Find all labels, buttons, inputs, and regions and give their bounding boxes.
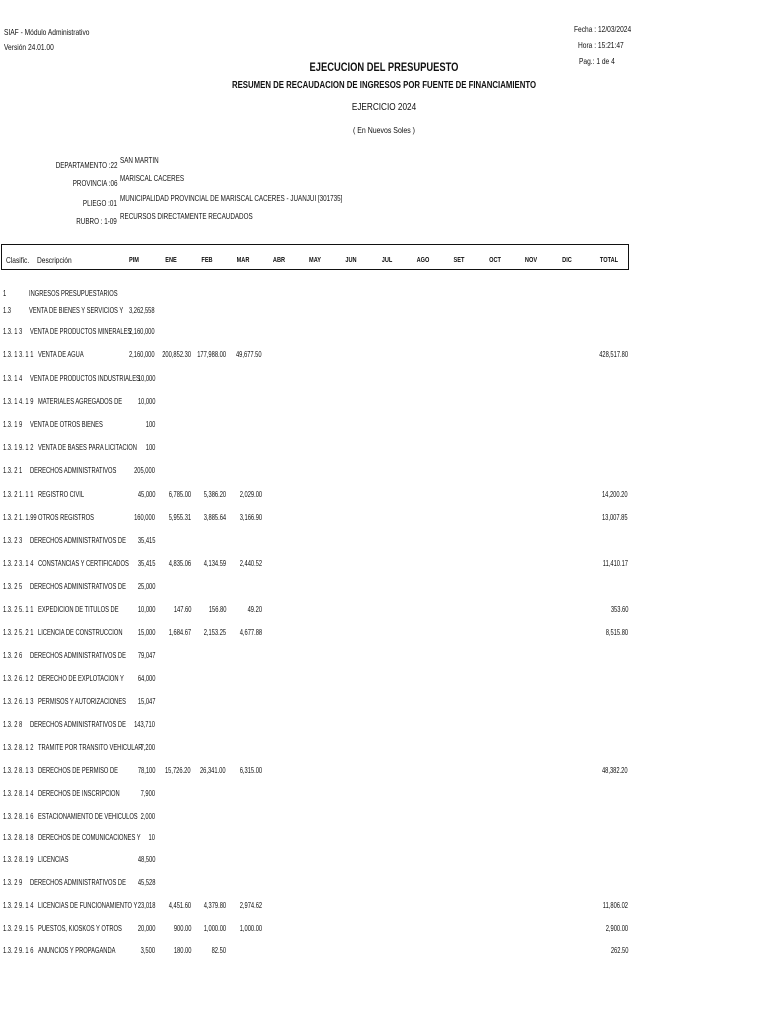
row-description: DERECHOS ADMINISTRATIVOS DE bbox=[30, 720, 126, 729]
row-ene: 6,785.00 bbox=[168, 490, 191, 499]
row-pim: 100 bbox=[145, 443, 155, 452]
table-row bbox=[0, 901, 768, 913]
header-jun: JUN bbox=[345, 257, 357, 264]
row-description: PERMISOS Y AUTORIZACIONES bbox=[38, 697, 127, 706]
row-description: DERECHOS ADMINISTRATIVOS DE bbox=[30, 878, 126, 887]
header-set: SET bbox=[453, 257, 465, 264]
table-row bbox=[0, 327, 768, 339]
currency-note: ( En Nuevos Soles ) bbox=[353, 125, 415, 135]
row-feb: 4,134.59 bbox=[203, 559, 226, 568]
table-row bbox=[0, 443, 768, 455]
row-description: LICENCIAS DE FUNCIONAMIENTO Y bbox=[38, 901, 138, 910]
info-label: DEPARTAMENTO :22 bbox=[55, 160, 117, 170]
row-pim: 7,900 bbox=[140, 789, 155, 798]
row-code: 1 bbox=[3, 289, 7, 298]
row-description: CONSTANCIAS Y CERTIFICADOS bbox=[38, 559, 129, 568]
report-date: Fecha : 12/03/2024 bbox=[574, 24, 632, 34]
row-code: 1.3. 2 8. 1 8 bbox=[3, 833, 34, 842]
header-pim: PIM bbox=[129, 257, 139, 264]
table-row bbox=[0, 605, 768, 617]
row-total: 11,410.17 bbox=[602, 559, 628, 568]
row-description: DERECHOS ADMINISTRATIVOS DE bbox=[30, 582, 126, 591]
row-ene: 4,451.60 bbox=[168, 901, 191, 910]
table-row bbox=[0, 789, 768, 801]
row-pim: 45,000 bbox=[137, 490, 155, 499]
row-code: 1.3. 2 9 bbox=[3, 878, 23, 887]
row-pim: 10,000 bbox=[137, 374, 155, 383]
row-description: LICENCIA DE CONSTRUCCION bbox=[38, 628, 123, 637]
info-label: RUBRO : 1-09 bbox=[76, 216, 117, 226]
row-pim: 2,000 bbox=[140, 812, 155, 821]
table-row bbox=[0, 812, 768, 824]
row-feb: 2,153.25 bbox=[203, 628, 226, 637]
row-feb: 26,341.00 bbox=[200, 766, 226, 775]
row-code: 1.3. 2 5. 2 1 bbox=[3, 628, 34, 637]
row-pim: 45,528 bbox=[137, 878, 155, 887]
info-label: PLIEGO :01 bbox=[83, 198, 117, 208]
info-value: MUNICIPALIDAD PROVINCIAL DE MARISCAL CACERES - JUANJUI [301735] bbox=[120, 193, 343, 203]
table-row bbox=[0, 743, 768, 755]
row-feb: 5,386.20 bbox=[203, 490, 226, 499]
row-code: 1.3. 2 8 bbox=[3, 720, 23, 729]
header-ene: ENE bbox=[165, 257, 177, 264]
table-row bbox=[0, 374, 768, 386]
row-description: VENTA DE PRODUCTOS MINERALES bbox=[30, 327, 132, 336]
report-time: Hora : 15:21:47 bbox=[578, 40, 624, 50]
row-ene: 4,835.06 bbox=[168, 559, 191, 568]
info-value: RECURSOS DIRECTAMENTE RECAUDADOS bbox=[120, 211, 253, 221]
row-ene: 1,684.67 bbox=[168, 628, 191, 637]
row-description: DERECHOS DE PERMISO DE bbox=[38, 766, 119, 775]
row-description: VENTA DE BASES PARA LICITACION bbox=[38, 443, 137, 452]
row-total: 48,382.20 bbox=[602, 766, 628, 775]
row-ene: 15,726.20 bbox=[165, 766, 191, 775]
table-row bbox=[0, 397, 768, 409]
row-description: MATERIALES AGREGADOS DE bbox=[38, 397, 123, 406]
row-description: DERECHOS DE INSCRIPCION bbox=[38, 789, 120, 798]
row-code: 1.3. 2 9. 1 6 bbox=[3, 946, 34, 955]
row-feb: 4,379.80 bbox=[203, 901, 226, 910]
table-row bbox=[0, 855, 768, 867]
row-ene: 147.60 bbox=[173, 605, 191, 614]
row-description: EXPEDICION DE TITULOS DE bbox=[38, 605, 119, 614]
table-row bbox=[0, 466, 768, 478]
row-mar: 2,029.00 bbox=[239, 490, 262, 499]
info-value: SAN MARTIN bbox=[120, 155, 159, 165]
row-pim: 48,500 bbox=[137, 855, 155, 864]
table-row bbox=[0, 582, 768, 594]
row-description: ANUNCIOS Y PROPAGANDA bbox=[38, 946, 116, 955]
row-pim: 143,710 bbox=[134, 720, 155, 729]
row-description: ESTACIONAMIENTO DE VEHICULOS bbox=[38, 812, 138, 821]
row-mar: 49,677.50 bbox=[236, 350, 262, 359]
table-row bbox=[0, 559, 768, 571]
row-code: 1.3. 2 1. 1.99 bbox=[3, 513, 37, 522]
table-row bbox=[0, 697, 768, 709]
header-oct: OCT bbox=[489, 257, 501, 264]
header-desc: Descripción bbox=[37, 255, 72, 265]
row-feb: 156.80 bbox=[208, 605, 226, 614]
row-code: 1.3. 2 3 bbox=[3, 536, 23, 545]
row-code: 1.3. 2 8. 1 9 bbox=[3, 855, 34, 864]
row-description: REGISTRO CIVIL bbox=[38, 490, 85, 499]
row-code: 1.3. 2 9. 1 4 bbox=[3, 901, 34, 910]
row-code: 1.3. 2 6. 1 2 bbox=[3, 674, 34, 683]
header-ago: AGO bbox=[416, 257, 430, 264]
row-feb: 1,000.00 bbox=[203, 924, 226, 933]
row-code: 1.3. 2 5 bbox=[3, 582, 23, 591]
header-clasif: Clasific. bbox=[6, 255, 30, 265]
row-total: 262.50 bbox=[610, 946, 628, 955]
header-may: MAY bbox=[309, 257, 321, 264]
table-row bbox=[0, 289, 768, 301]
table-row bbox=[0, 651, 768, 663]
row-total: 14,200.20 bbox=[602, 490, 628, 499]
row-ene: 900.00 bbox=[173, 924, 191, 933]
row-description: VENTA DE BIENES Y SERVICIOS Y bbox=[29, 306, 124, 315]
row-description: LICENCIAS bbox=[38, 855, 69, 864]
row-pim: 10,000 bbox=[137, 605, 155, 614]
row-pim: 35,415 bbox=[137, 536, 155, 545]
row-pim: 2,160,000 bbox=[129, 327, 155, 336]
table-row bbox=[0, 420, 768, 432]
row-total: 2,900.00 bbox=[605, 924, 628, 933]
row-feb: 3,885.64 bbox=[203, 513, 226, 522]
table-row bbox=[0, 924, 768, 936]
row-pim: 7,200 bbox=[140, 743, 155, 752]
table-row bbox=[0, 833, 768, 845]
info-value: MARISCAL CACERES bbox=[120, 173, 185, 183]
table-row bbox=[0, 350, 768, 362]
row-pim: 25,000 bbox=[137, 582, 155, 591]
row-ene: 200,852.30 bbox=[162, 350, 191, 359]
row-code: 1.3. 2 8. 1 3 bbox=[3, 766, 34, 775]
table-row bbox=[0, 674, 768, 686]
row-code: 1.3. 2 6 bbox=[3, 651, 23, 660]
row-code: 1.3. 2 8. 1 2 bbox=[3, 743, 34, 752]
header-nov: NOV bbox=[524, 257, 538, 264]
row-description: DERECHOS ADMINISTRATIVOS DE bbox=[30, 651, 126, 660]
row-ene: 180.00 bbox=[173, 946, 191, 955]
table-row bbox=[0, 628, 768, 640]
row-description: DERECHOS DE COMUNICACIONES Y bbox=[38, 833, 141, 842]
row-code: 1.3. 1 3. 1 1 bbox=[3, 350, 34, 359]
row-code: 1.3. 2 1 bbox=[3, 466, 23, 475]
system-version: Versión 24.01.00 bbox=[4, 42, 54, 52]
row-feb: 82.50 bbox=[211, 946, 226, 955]
table-row bbox=[0, 766, 768, 778]
row-pim: 205,000 bbox=[134, 466, 155, 475]
table-row bbox=[0, 513, 768, 525]
row-pim: 35,415 bbox=[137, 559, 155, 568]
header-abr: ABR bbox=[272, 257, 286, 264]
row-pim: 15,000 bbox=[137, 628, 155, 637]
row-pim: 100 bbox=[145, 420, 155, 429]
row-total: 11,806.02 bbox=[602, 901, 628, 910]
header-total: TOTAL bbox=[599, 257, 619, 264]
fiscal-year: EJERCICIO 2024 bbox=[351, 102, 417, 113]
row-pim: 78,100 bbox=[137, 766, 155, 775]
row-description: VENTA DE AGUA bbox=[38, 350, 84, 359]
row-pim: 79,047 bbox=[137, 651, 155, 660]
row-description: DERECHO DE EXPLOTACION Y bbox=[38, 674, 124, 683]
header-mar: MAR bbox=[236, 257, 250, 264]
row-pim: 2,160,000 bbox=[129, 350, 155, 359]
row-code: 1.3 bbox=[3, 306, 12, 315]
row-pim: 10 bbox=[148, 833, 155, 842]
table-row bbox=[0, 946, 768, 958]
row-pim: 23,018 bbox=[137, 901, 155, 910]
row-pim: 10,000 bbox=[137, 397, 155, 406]
row-feb: 177,988.00 bbox=[197, 350, 226, 359]
report-subtitle: RESUMEN DE RECAUDACION DE INGRESOS POR FUENTE DE FINANCIAMIENTO bbox=[231, 80, 537, 91]
row-pim: 15,047 bbox=[137, 697, 155, 706]
row-code: 1.3. 2 6. 1 3 bbox=[3, 697, 34, 706]
table-row bbox=[0, 720, 768, 732]
system-module: SIAF - Módulo Administrativo bbox=[4, 27, 90, 37]
header-jul: JUL bbox=[381, 257, 393, 264]
row-mar: 2,974.62 bbox=[239, 901, 262, 910]
row-pim: 3,500 bbox=[140, 946, 155, 955]
row-description: DERECHOS ADMINISTRATIVOS bbox=[30, 466, 117, 475]
row-description: VENTA DE PRODUCTOS INDUSTRIALES bbox=[30, 374, 140, 383]
row-total: 428,517.80 bbox=[599, 350, 628, 359]
row-code: 1.3. 2 3. 1 4 bbox=[3, 559, 34, 568]
row-code: 1.3. 1 9. 1 2 bbox=[3, 443, 34, 452]
row-mar: 4,677.88 bbox=[239, 628, 262, 637]
row-description: TRAMITE POR TRANSITO VEHICULAR bbox=[38, 743, 143, 752]
row-description: DERECHOS ADMINISTRATIVOS DE bbox=[30, 536, 126, 545]
row-mar: 2,440.52 bbox=[239, 559, 262, 568]
info-label: PROVINCIA :06 bbox=[72, 178, 117, 188]
row-code: 1.3. 1 3 bbox=[3, 327, 23, 336]
row-ene: 5,955.31 bbox=[168, 513, 191, 522]
page-number: Pag.: 1 de 4 bbox=[579, 56, 615, 66]
row-pim: 160,000 bbox=[134, 513, 155, 522]
row-code: 1.3. 1 9 bbox=[3, 420, 23, 429]
table-row bbox=[0, 306, 768, 318]
report-title: EJECUCION DEL PRESUPUESTO bbox=[309, 60, 459, 74]
row-total: 8,515.80 bbox=[605, 628, 628, 637]
row-pim: 3,262,558 bbox=[129, 306, 155, 315]
row-code: 1.3. 2 1. 1 1 bbox=[3, 490, 34, 499]
row-code: 1.3. 1 4. 1 9 bbox=[3, 397, 34, 406]
row-description: PUESTOS, KIOSKOS Y OTROS bbox=[38, 924, 122, 933]
row-code: 1.3. 1 4 bbox=[3, 374, 23, 383]
row-description: VENTA DE OTROS BIENES bbox=[30, 420, 103, 429]
header-feb: FEB bbox=[201, 257, 213, 264]
row-code: 1.3. 2 5. 1 1 bbox=[3, 605, 34, 614]
row-pim: 64,000 bbox=[137, 674, 155, 683]
row-code: 1.3. 2 8. 1 6 bbox=[3, 812, 34, 821]
row-mar: 49.20 bbox=[247, 605, 262, 614]
row-code: 1.3. 2 9. 1 5 bbox=[3, 924, 34, 933]
table-row bbox=[0, 536, 768, 548]
row-total: 353.60 bbox=[610, 605, 628, 614]
row-pim: 20,000 bbox=[137, 924, 155, 933]
row-code: 1.3. 2 8. 1 4 bbox=[3, 789, 34, 798]
row-mar: 3,166.90 bbox=[239, 513, 262, 522]
header-dic: DIC bbox=[562, 257, 572, 264]
row-description: OTROS REGISTROS bbox=[38, 513, 95, 522]
table-row bbox=[0, 490, 768, 502]
table-row bbox=[0, 878, 768, 890]
row-mar: 6,315.00 bbox=[239, 766, 262, 775]
row-description: INGRESOS PRESUPUESTARIOS bbox=[29, 289, 118, 298]
row-total: 13,007.85 bbox=[602, 513, 628, 522]
row-mar: 1,000.00 bbox=[239, 924, 262, 933]
